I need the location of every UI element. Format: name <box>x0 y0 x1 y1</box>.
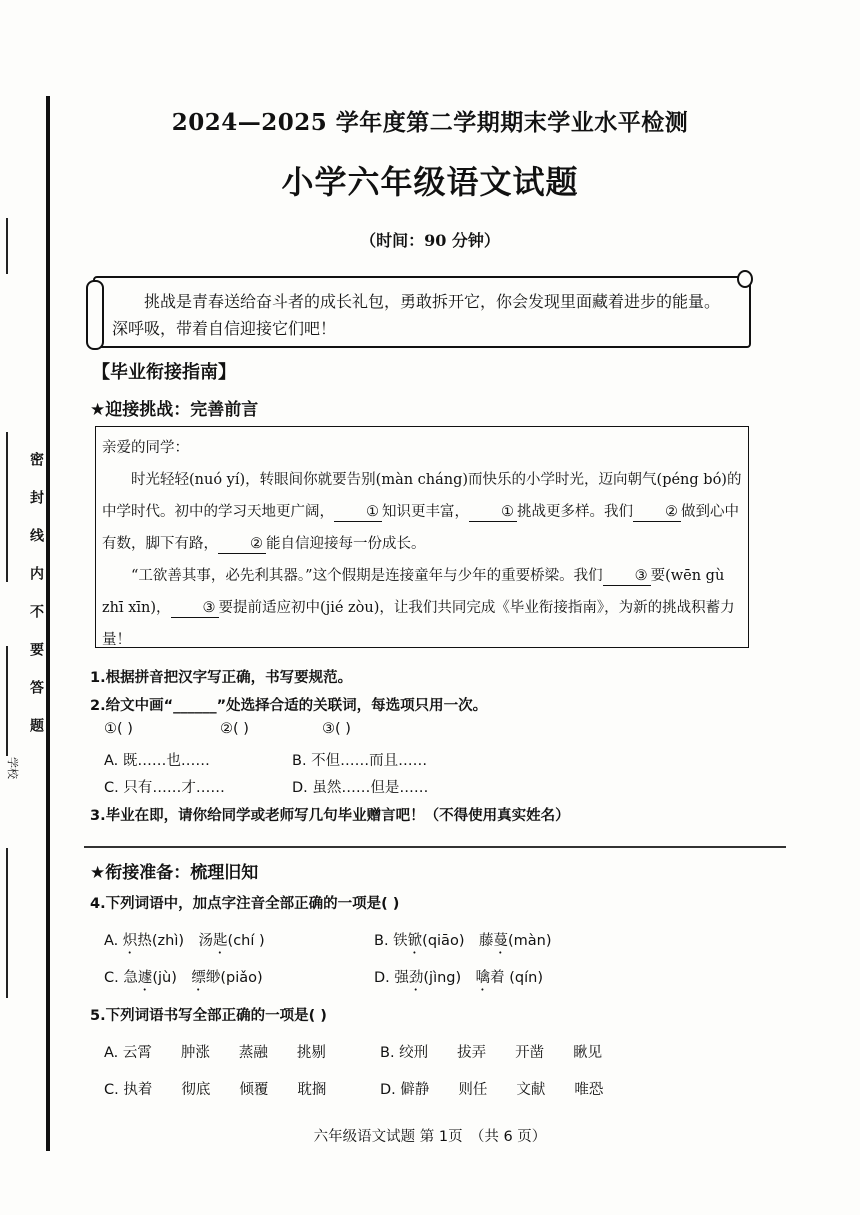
letter-text <box>102 432 746 656</box>
section-heading-guide: 【毕业衔接指南】 <box>92 362 236 383</box>
q2-slot-3[interactable]: ③( ) <box>322 721 351 737</box>
blank-3a[interactable]: ③ <box>603 567 651 586</box>
q2-option-c: C. 只有……才…… <box>104 780 225 796</box>
letter-paragraph-1 <box>102 464 746 560</box>
letter-text-segment: 知识更丰富， <box>382 504 469 520</box>
q4-dotted-char: 劲 <box>408 970 424 986</box>
letter-text-segment: 能自信迎接每一份成长。 <box>266 536 426 552</box>
letter-text-segment: 挑战更多样。我们 <box>517 504 633 520</box>
q4-text: (jìng) <box>423 970 462 986</box>
subheading-challenge: ★迎接挑战：完善前言 <box>90 400 259 420</box>
q4-dotted-char: 遽 <box>137 970 153 986</box>
q4-dotted-char: 匙 <box>213 933 228 949</box>
blank-1a[interactable]: ① <box>334 503 382 522</box>
q4-text: (jù) <box>152 970 177 986</box>
q4-text: B. 铁 <box>374 933 408 949</box>
q4-text: (chí ) <box>227 933 265 949</box>
section-divider <box>84 846 786 848</box>
q5-option-b: B. 绞刑 拔弄 开凿 瞅见 <box>380 1045 603 1061</box>
letter-text-segment: 做到心中有数，脚下有路， <box>102 504 739 552</box>
letter-text-segment: 时光轻轻(nuó yí)，转眼间你就要告别(màn cháng)而快乐的小学时光，迈向朝气(péng bó)的中学时代。初中的学习天地更广阔， <box>102 472 742 520</box>
question-1: 1.根据拼音把汉字写正确，书写要规范。 <box>90 670 353 686</box>
q4-text: 缈(piǎo) <box>205 970 263 986</box>
q4-dotted-char: 锨 <box>407 933 423 949</box>
binding-line <box>46 96 50 1151</box>
subheading-preparation: ★衔接准备：梳理旧知 <box>90 863 259 883</box>
q5-option-a: A. 云霄 肿涨 蒸融 挑剔 <box>104 1045 326 1061</box>
q4-text: D. 强 <box>374 970 409 986</box>
q5-option-d: D. 僻静 则任 文献 唯恐 <box>380 1082 604 1098</box>
blank-3b[interactable]: ③ <box>171 599 219 618</box>
q5-option-c: C. 执着 彻底 倾覆 耽搁 <box>104 1082 327 1098</box>
q2-option-a: A. 既……也…… <box>104 753 210 769</box>
q4-text: 热(zhì) <box>137 933 185 949</box>
q4-dotted-char: 炽 <box>122 933 138 949</box>
q4-option-b <box>374 929 552 957</box>
margin-rule-lower <box>6 646 8 756</box>
blank-2a[interactable]: ② <box>633 503 681 522</box>
letter-text-segment: 要提前适应初中(jié zòu)，让我们共同完成《毕业衔接指南》，为新的挑战积蓄力量！ <box>102 600 735 648</box>
question-5: 5.下列词语书写全部正确的一项是( ) <box>90 1008 327 1024</box>
letter-greeting: 亲爱的同学： <box>102 440 189 456</box>
letter-paragraph-2 <box>102 560 746 656</box>
q4-text: 汤 <box>198 933 214 949</box>
blank-2b[interactable]: ② <box>218 535 266 554</box>
q4-option-a <box>104 929 265 957</box>
q4-text: A. <box>104 933 123 949</box>
exam-time: （时间：90 分钟） <box>360 231 500 250</box>
q4-text: 藤 <box>478 933 494 949</box>
seal-line-notice: 密封线内不要答题 <box>28 452 44 756</box>
q2-slot-1[interactable]: ①( ) <box>104 721 133 737</box>
q4-dotted-char: 蔓 <box>493 933 508 949</box>
banner-text: 挑战是青春送给奋斗者的成长礼包，勇敢拆开它，你会发现里面藏着进步的能量。深呼吸，带着自信迎接它们吧！ <box>112 292 721 338</box>
q4-option-c <box>104 966 263 994</box>
school-label: 学校 <box>6 757 19 779</box>
letter-text-segment: 要(wēn gù zhī xīn)， <box>102 568 725 616</box>
exam-title: 2024—2025 学年度第二学期期末学业水平检测 <box>171 109 689 136</box>
question-3: 3.毕业在即，请你给同学或老师写几句毕业赠言吧！（不得使用真实姓名） <box>90 808 570 824</box>
margin-rule-bottom <box>6 848 8 998</box>
q4-option-d <box>374 966 543 994</box>
q2-option-d: D. 虽然……但是…… <box>292 780 429 796</box>
scroll-curl-right <box>737 270 753 288</box>
q4-dotted-char: 噙 <box>475 970 491 986</box>
question-2: 2.给文中画“______”处选择合适的关联词，每选项只用一次。 <box>90 698 488 714</box>
q4-dotted-char: 缥 <box>191 970 206 986</box>
blank-1b[interactable]: ① <box>469 503 517 522</box>
question-4: 4.下列词语中，加点字注音全部正确的一项是( ) <box>90 896 400 912</box>
q2-slot-2[interactable]: ②( ) <box>220 721 249 737</box>
q4-text: 着 (qín) <box>490 970 544 986</box>
q4-text: C. 急 <box>104 970 138 986</box>
q4-text: (màn) <box>507 933 552 949</box>
scroll-curl-left <box>86 280 104 350</box>
q4-text: (qiāo) <box>422 933 465 949</box>
letter-text-segment: “工欲善其事，必先利其器。”这个假期是连接童年与少年的重要桥梁。我们 <box>131 568 603 584</box>
page-footer: 六年级语文试题 第 1页 （共 6 页） <box>313 1129 547 1145</box>
q2-option-b: B. 不但……而且…… <box>292 753 428 769</box>
margin-rule-middle <box>6 432 8 582</box>
paper-title: 小学六年级语文试题 <box>281 163 579 201</box>
